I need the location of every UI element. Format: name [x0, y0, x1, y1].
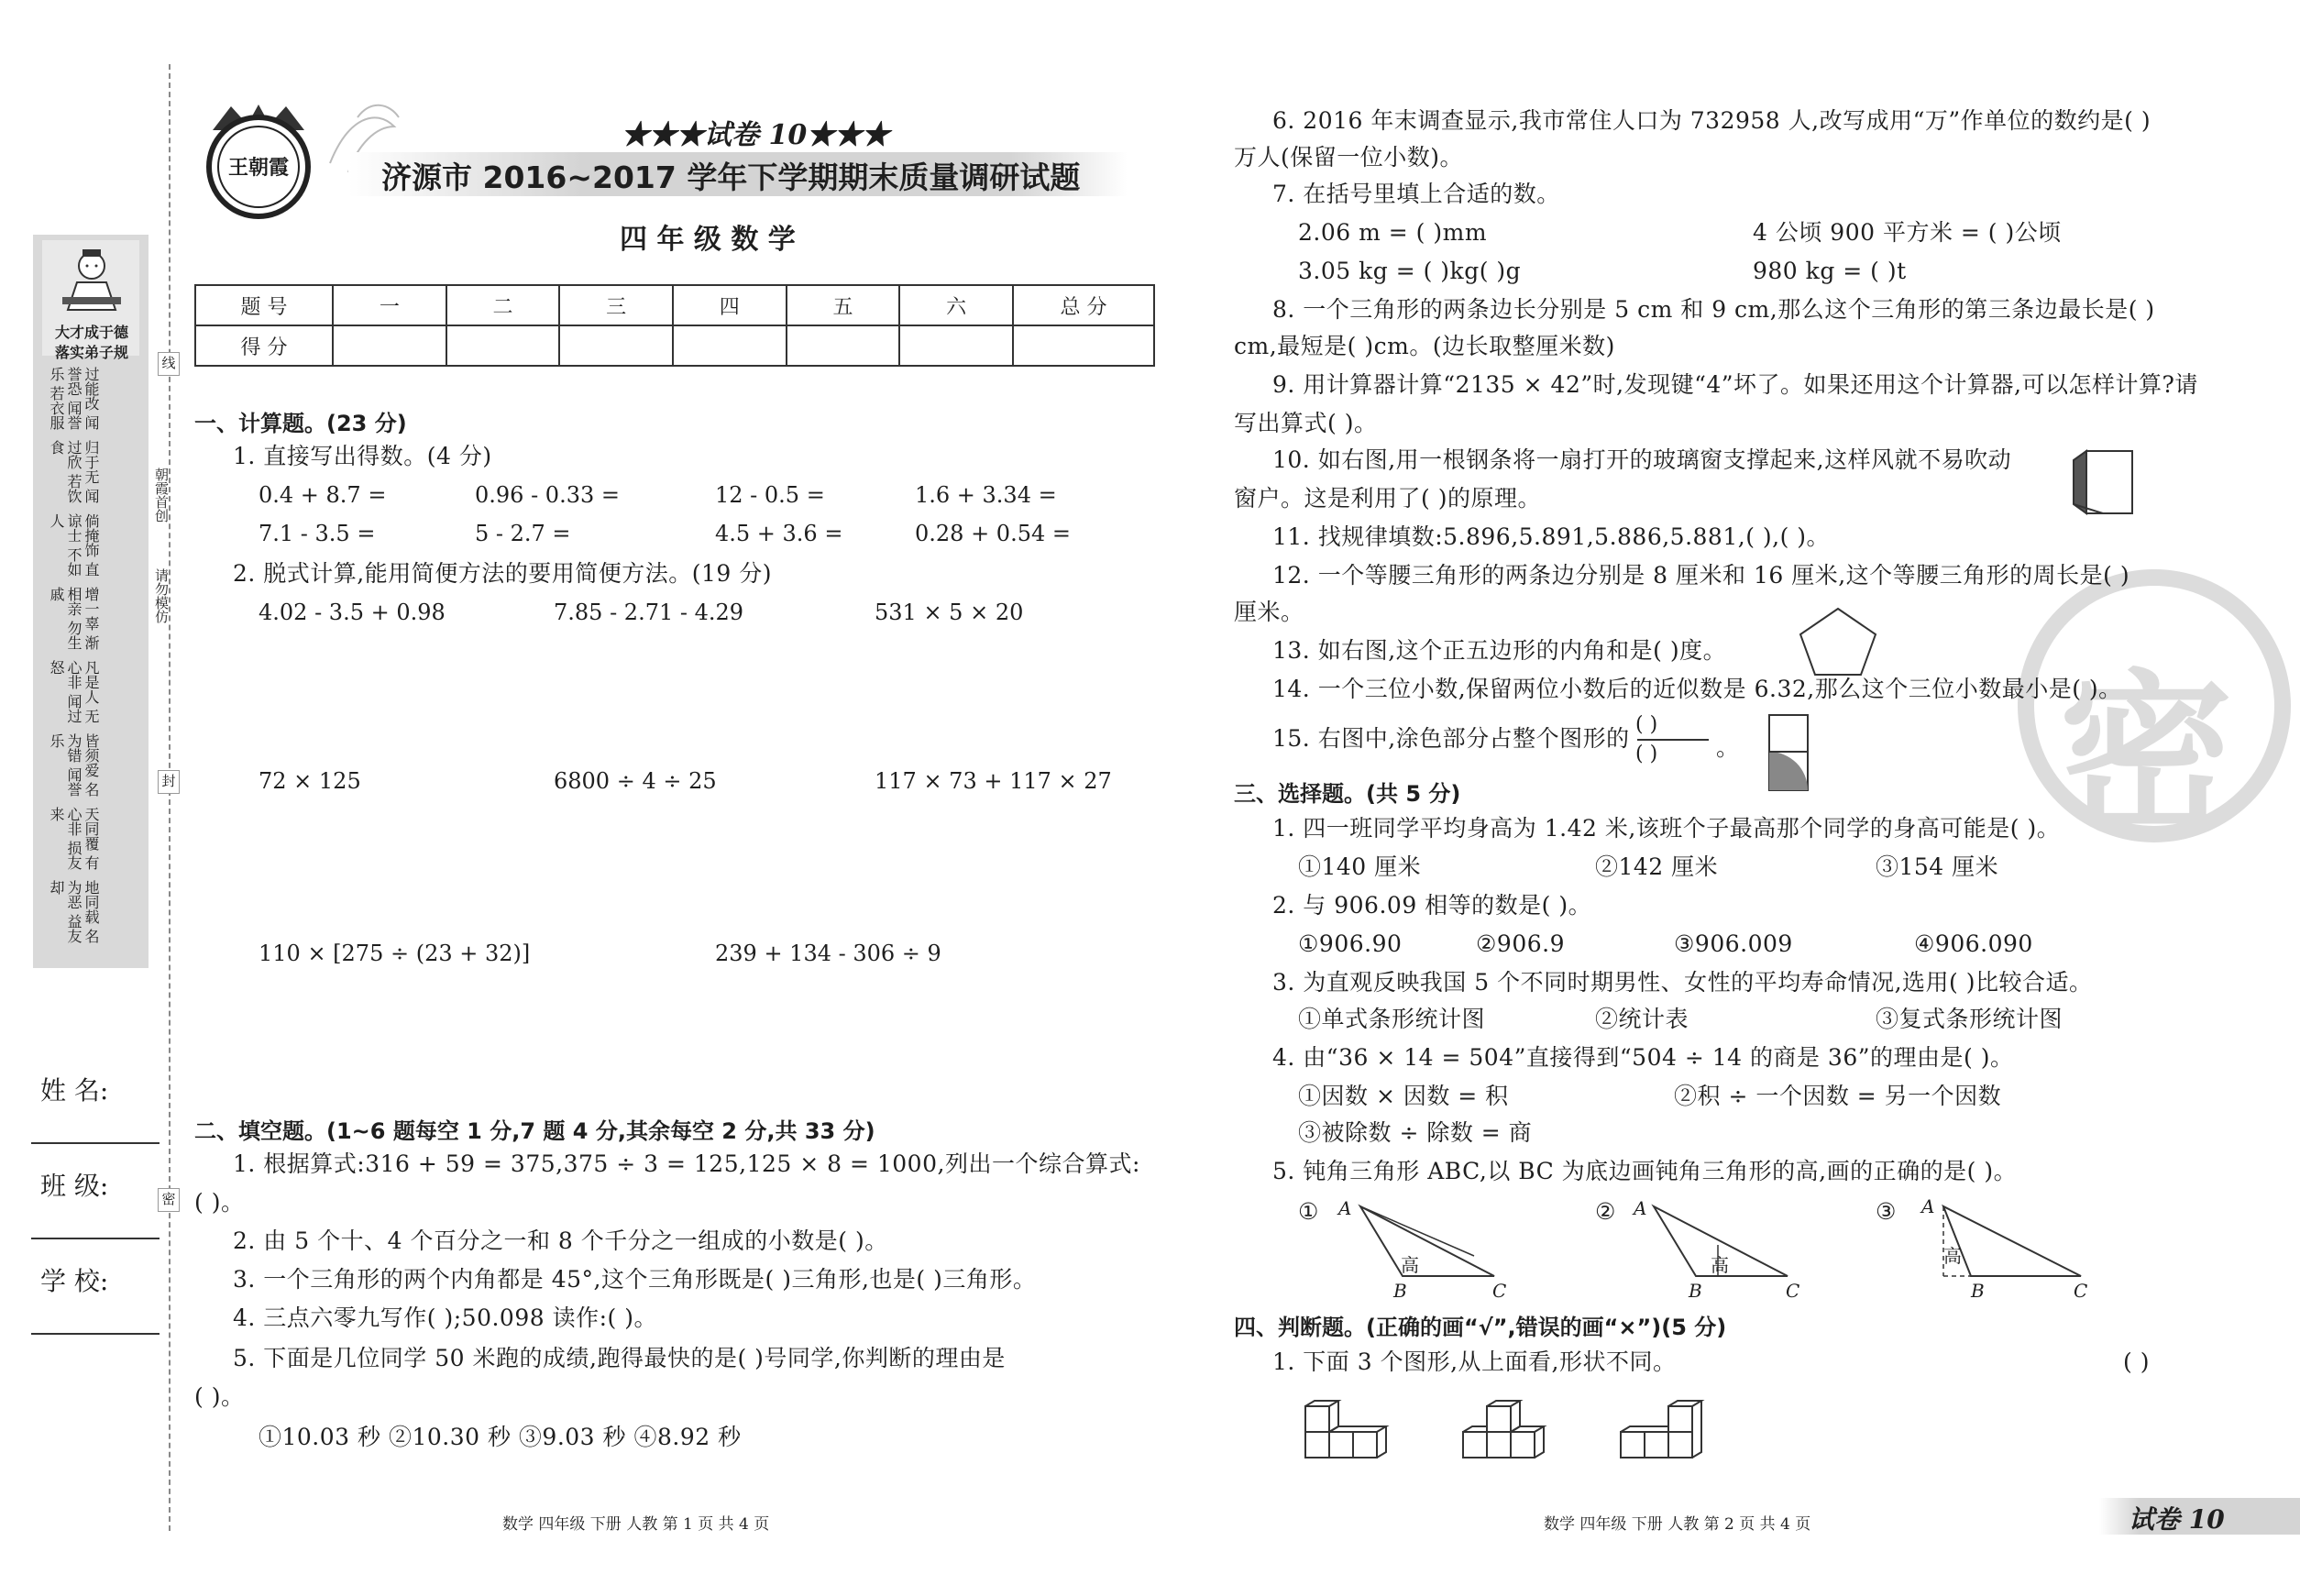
section4-title: 四、判断题。(正确的画“√”,错误的画“×”)(5 分) [1234, 1315, 1727, 1340]
score-cell[interactable] [333, 325, 446, 366]
option-item[interactable]: ③ [1876, 1198, 1897, 1225]
option-item[interactable]: ①单式条形统计图 [1298, 1006, 1486, 1032]
s2-q12-line2: 厘米。 [1234, 599, 1304, 625]
footer-left: 数学 四年级 下册 人教 第 1 页 共 4 页 [502, 1515, 770, 1534]
table-header-cell: 二 [446, 285, 560, 325]
cube-figure-1 [1302, 1399, 1393, 1463]
fraction-bar [1637, 739, 1709, 741]
school-field-line[interactable] [31, 1333, 160, 1335]
option-item[interactable]: ②积 ÷ 一个因数 = 另一个因数 [1674, 1083, 2002, 1109]
calc-item: 0.96 - 0.33 = [475, 482, 620, 508]
tri-label: 高 [1711, 1254, 1729, 1276]
calc-item: 117 × 73 + 117 × 27 [875, 768, 1112, 794]
s3-q2: 2. 与 906.09 相等的数是( )。 [1272, 892, 1592, 919]
verse-item: 过能改 闻誉恐 闻誉乐 若衣服 [48, 367, 100, 431]
s2-q7-item: 4 公顷 900 平方米 = ( )公顷 [1753, 219, 2062, 246]
s2-q15: 15. 右图中,涂色部分占整个图形的 [1272, 725, 1630, 752]
calc-item: 0.4 + 8.7 = [259, 482, 387, 508]
triangle-figure-1 [1357, 1201, 1503, 1283]
s2-q8-line2: cm,最短是( )cm。(边长取整厘米数) [1234, 333, 1615, 359]
s2-q7-item: 980 kg = ( )t [1753, 258, 1907, 284]
option-item[interactable]: ④906.090 [1914, 930, 2033, 957]
s2-q7-item: 3.05 kg = ( )kg( )g [1298, 258, 1522, 284]
calc-item: 0.28 + 0.54 = [915, 521, 1071, 546]
s2-q14: 14. 一个三位小数,保留两位小数后的近似数是 6.32,那么这个三位小数最小是( )。 [1272, 676, 2122, 702]
verse-item: 倘掩饰 直谅士 不如人 [48, 513, 100, 578]
footer-right: 数学 四年级 下册 人教 第 2 页 共 4 页 [1544, 1515, 1811, 1534]
tri-label: 高 [1943, 1245, 1962, 1267]
fraction-end-punct: 。 [1716, 734, 1740, 761]
fraction-denominator[interactable]: ( ) [1635, 743, 1658, 765]
table-header-cell: 题 号 [195, 285, 333, 325]
tri-label: B [1689, 1280, 1702, 1302]
calc-item: 4.02 - 3.5 + 0.98 [259, 600, 446, 625]
cut-mark-secret: 密 [158, 1188, 180, 1212]
s3-q4: 4. 由“36 × 14 = 504”直接得到“504 ÷ 14 的商是 36”的理由是( )。 [1272, 1044, 2014, 1071]
option-item[interactable]: ②906.9 [1476, 930, 1565, 957]
child-figure-icon [55, 246, 128, 315]
left-dashed-cut-line [169, 64, 171, 1531]
calc-item: 110 × [275 ÷ (23 + 32)] [259, 941, 531, 966]
s1-q1-title: 1. 直接写出得数。(4 分) [233, 443, 492, 469]
s2-q12-line1: 12. 一个等腰三角形的两条边分别是 8 厘米和 16 厘米,这个等腰三角形的周长是( ) [1272, 562, 2130, 589]
table-header-cell: 总 分 [1013, 285, 1154, 325]
calc-item: 72 × 125 [259, 768, 361, 794]
brand-logo-text: 王朝霞 [227, 156, 289, 180]
option-item[interactable]: ③906.009 [1674, 930, 1793, 957]
option-item[interactable]: ① [1298, 1198, 1319, 1225]
score-cell[interactable] [787, 325, 900, 366]
cube-figure-3 [1617, 1399, 1709, 1463]
motto-top-1: 大才成于德 [54, 324, 128, 341]
tri-label: B [1971, 1280, 1985, 1302]
verse-item: 增一辜 渐相亲 勿生戚 [48, 587, 100, 651]
tri-label: 高 [1401, 1254, 1419, 1276]
tri-label: A [1634, 1197, 1647, 1219]
cut-mark-line: 线 [158, 352, 180, 376]
option-item[interactable]: ②统计表 [1595, 1006, 1689, 1032]
s3-q1: 1. 四一班同学平均身高为 1.42 米,该班个子最高那个同学的身高可能是( )。 [1272, 815, 2061, 842]
s2-q11: 11. 找规律填数:5.896,5.891,5.886,5.881,( ),( )。 [1272, 523, 1831, 550]
s2-line: 1. 根据算式:316 + 59 = 375,375 ÷ 3 = 125,125 × 8 = 1000,列出一个综合算式: [233, 1150, 1140, 1177]
calc-item: 5 - 2.7 = [475, 521, 571, 546]
option-item[interactable]: ③被除数 ÷ 除数 = 商 [1298, 1119, 1533, 1146]
s4-q1-answer[interactable]: ( ) [2123, 1348, 2150, 1375]
verse-item: 地同载 名为恶 益友却 [48, 880, 100, 944]
tri-label: C [1492, 1280, 1507, 1302]
s2-line: ( )。 [194, 1189, 245, 1216]
option-item[interactable]: ①140 厘米 [1298, 853, 1422, 880]
s2-line: 2. 由 5 个十、4 个百分之一和 8 个千分之一组成的小数是( )。 [233, 1227, 888, 1254]
s2-line: ①10.03 秒 ②10.30 秒 ③9.03 秒 ④8.92 秒 [259, 1424, 742, 1450]
calc-item: 1.6 + 3.34 = [915, 482, 1057, 508]
calc-item: 7.1 - 3.5 = [259, 521, 376, 546]
motto-top-2: 落实弟子规 [54, 344, 128, 361]
option-item[interactable]: ①因数 × 因数 = 积 [1298, 1083, 1509, 1109]
section2-title: 二、填空题。(1~6 题每空 1 分,7 题 4 分,其余每空 2 分,共 33 分) [194, 1118, 875, 1144]
s2-q7-title: 7. 在括号里填上合适的数。 [1272, 181, 1560, 207]
score-row-label: 得 分 [195, 325, 333, 366]
vertical-note-2: 请勿模仿 [153, 568, 170, 623]
score-table [194, 284, 1155, 367]
tri-label: C [2074, 1280, 2088, 1302]
score-cell[interactable] [1013, 325, 1154, 366]
s2-q10-line2: 窗户。这是利用了( )的原理。 [1234, 485, 1541, 512]
verse-item: 归于无 闻过欣 若饮食 [48, 440, 100, 504]
table-row [195, 325, 1154, 366]
s3-q5: 5. 钝角三角形 ABC,以 BC 为底边画钝角三角形的高,画的正确的是( )。 [1272, 1158, 2018, 1184]
exam-title: 济源市 2016~2017 学年下学期期末质量调研试题 [381, 160, 1081, 195]
tri-label: B [1393, 1280, 1407, 1302]
footer-badge: 试卷 10 [2129, 1504, 2225, 1535]
pentagon-figure [1797, 605, 1879, 678]
calc-item: 6800 ÷ 4 ÷ 25 [554, 768, 717, 794]
seal-watermark-text: 密 [2059, 655, 2234, 857]
verse-list [48, 367, 139, 953]
s2-q8-line1: 8. 一个三角形的两条边长分别是 5 cm 和 9 cm,那么这个三角形的第三条边最长是( ) [1272, 296, 2155, 323]
class-field-line[interactable] [31, 1238, 160, 1239]
table-header-cell: 六 [899, 285, 1013, 325]
calc-item: 7.85 - 2.71 - 4.29 [554, 600, 744, 625]
score-cell[interactable] [446, 325, 560, 366]
s2-q13: 13. 如右图,这个正五边形的内角和是( )度。 [1272, 637, 1727, 664]
option-item[interactable]: ②142 厘米 [1595, 853, 1719, 880]
table-header-cell: 五 [787, 285, 900, 325]
table-header-cell: 一 [333, 285, 446, 325]
score-cell[interactable] [673, 325, 787, 366]
s2-line: 3. 一个三角形的两个内角都是 45°,这个三角形既是( )三角形,也是( )三角形。 [233, 1266, 1037, 1293]
name-field-line[interactable] [31, 1142, 160, 1144]
s2-line: 4. 三点六零九写作( );50.098 读作:( )。 [233, 1304, 657, 1331]
fraction-numerator[interactable]: ( ) [1635, 713, 1658, 736]
s2-line: 5. 下面是几位同学 50 米跑的成绩,跑得最快的是( )号同学,你判断的理由是 [233, 1345, 1006, 1371]
option-item[interactable]: ③154 厘米 [1876, 853, 1999, 880]
verse-item: 凡是人 无心非 闻过怒 [48, 660, 100, 724]
s2-q9-line2: 写出算式( )。 [1234, 410, 1378, 436]
calc-item: 4.5 + 3.6 = [715, 521, 843, 546]
name-field-label: 姓 名: [40, 1075, 109, 1106]
table-row [195, 285, 1154, 325]
s4-q1: 1. 下面 3 个图形,从上面看,形状不同。 [1272, 1348, 1677, 1375]
s3-q3: 3. 为直观反映我国 5 个不同时期男性、女性的平均寿命情况,选用( )比较合适。 [1272, 969, 2093, 996]
tri-label: A [1338, 1197, 1352, 1219]
s2-q9-line1: 9. 用计算器计算“2135 × 42”时,发现键“4”坏了。如果还用这个计算器,可以怎样计算?请 [1272, 371, 2198, 398]
vertical-note-1: 朝霞首创 [153, 468, 170, 523]
calc-item: 12 - 0.5 = [715, 482, 825, 508]
calc-item: 239 + 134 - 306 ÷ 9 [715, 941, 941, 966]
table-header-cell: 四 [673, 285, 787, 325]
s1-q2-title: 2. 脱式计算,能用简便方法的要用简便方法。(19 分) [233, 560, 773, 587]
option-item[interactable]: ② [1595, 1198, 1616, 1225]
s2-q6-line2: 万人(保留一位小数)。 [1234, 144, 1464, 171]
s2-q7-item: 2.06 m = ( )mm [1298, 219, 1488, 246]
tri-label: A [1921, 1195, 1935, 1217]
s2-q10-line1: 10. 如右图,用一根钢条将一扇打开的玻璃窗支撑起来,这样风就不易吹动 [1272, 446, 2012, 473]
section1-title: 一、计算题。(23 分) [194, 411, 407, 436]
verse-item: 天同覆 有心非 损友来 [48, 807, 100, 871]
score-cell[interactable] [899, 325, 1013, 366]
school-field-label: 学 校: [40, 1266, 109, 1296]
subject-title: 四 年 级 数 学 [620, 224, 796, 256]
s2-q6-line1: 6. 2016 年末调查显示,我市常住人口为 732958 人,改写成用“万”作单位的数约是( ) [1272, 107, 2151, 134]
tri-label: C [1786, 1280, 1800, 1302]
calc-item: 531 × 5 × 20 [875, 600, 1024, 625]
score-cell[interactable] [559, 325, 673, 366]
table-header-cell: 三 [559, 285, 673, 325]
verse-item: 皆须爱 名为错 闻誉乐 [48, 733, 100, 798]
s2-line: ( )。 [194, 1383, 245, 1410]
cut-mark-seal: 封 [158, 770, 180, 794]
exam-number: ★★★试卷 10★★★ [622, 119, 890, 151]
shaded-rectangle-figure [1767, 713, 1810, 792]
class-field-label: 班 级: [40, 1171, 109, 1201]
cube-figure-2 [1459, 1399, 1551, 1463]
option-item[interactable]: ①906.90 [1298, 930, 1403, 957]
section3-title: 三、选择题。(共 5 分) [1234, 781, 1461, 807]
window-figure [2070, 447, 2136, 519]
option-item[interactable]: ③复式条形统计图 [1876, 1006, 2063, 1032]
